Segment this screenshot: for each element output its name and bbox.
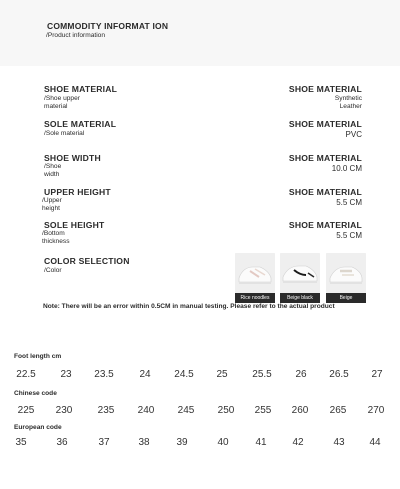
spec-label: SOLE MATERIAL: [44, 119, 117, 129]
shoe-image: [235, 253, 275, 293]
color-swatch-rice-noodles[interactable]: [235, 253, 275, 303]
foot-length-cell: 23: [60, 369, 72, 380]
spec-sublabel: /Bottom thickness: [42, 230, 70, 245]
spec-right-label: SHOE MATERIAL: [288, 84, 362, 94]
spec-right-label: SHOE MATERIAL: [288, 119, 362, 129]
chinese-code-cell: 250: [217, 405, 235, 416]
foot-length-cell: 23.5: [94, 369, 114, 380]
spec-value: 10.0 CM: [331, 164, 362, 173]
foot-length-cell: 27: [371, 369, 383, 380]
foot-length-title: Foot length cm: [14, 353, 62, 360]
spec-label: SHOE MATERIAL: [44, 84, 118, 94]
european-code-cell: 36: [56, 437, 68, 448]
spec-sublabel: /Shoe upper material: [44, 95, 80, 110]
european-code-row: [0, 437, 400, 453]
swatch-caption: Beige black: [280, 293, 320, 303]
foot-length-cell: 22.5: [16, 369, 36, 380]
spec-value: PVC: [345, 130, 362, 139]
european-code-cell: 35: [15, 437, 27, 448]
foot-length-cell: 24.5: [174, 369, 194, 380]
european-code-cell: 41: [255, 437, 267, 448]
color-swatch-beige-black[interactable]: [280, 253, 320, 303]
page-title: COMMODITY INFORMAT ION: [47, 21, 169, 31]
european-code-cell: 37: [98, 437, 110, 448]
chinese-code-cell: 245: [177, 405, 195, 416]
color-selection-sublabel: /Color: [44, 267, 62, 274]
chinese-code-title: Chinese code: [14, 390, 57, 397]
chinese-code-cell: 235: [97, 405, 115, 416]
spec-label: UPPER HEIGHT: [44, 187, 111, 197]
foot-length-row: [0, 369, 400, 385]
spec-right-label: SHOE MATERIAL: [288, 187, 362, 197]
european-code-cell: 44: [369, 437, 381, 448]
chinese-code-cell: 225: [17, 405, 35, 416]
european-code-cell: 39: [176, 437, 188, 448]
page-subtitle: /Product information: [46, 32, 106, 39]
spec-value: 5.5 CM: [336, 198, 362, 207]
european-code-cell: 38: [138, 437, 150, 448]
chinese-code-row: [0, 405, 400, 421]
spec-value: Synthetic Leather: [334, 95, 362, 110]
chinese-code-cell: 265: [329, 405, 347, 416]
swatch-caption: Beige: [326, 293, 366, 303]
spec-label: SOLE HEIGHT: [44, 220, 105, 230]
swatch-caption: Rice noodles: [235, 293, 275, 303]
shoe-image: [280, 253, 320, 293]
chinese-code-cell: 270: [367, 405, 385, 416]
spec-sublabel: /Upper height: [42, 197, 62, 212]
chinese-code-cell: 230: [55, 405, 73, 416]
spec-sublabel: /Shoe width: [44, 163, 62, 178]
chinese-code-cell: 255: [254, 405, 272, 416]
color-swatch-beige[interactable]: [326, 253, 366, 303]
foot-length-cell: 26: [295, 369, 307, 380]
foot-length-cell: 26.5: [329, 369, 349, 380]
measurement-note: Note: There will be an error within 0.5CM in manual testing. Please refer to the actual product: [43, 303, 335, 310]
spec-right-label: SHOE MATERIAL: [288, 153, 362, 163]
european-code-cell: 40: [217, 437, 229, 448]
chinese-code-cell: 240: [137, 405, 155, 416]
chinese-code-cell: 260: [291, 405, 309, 416]
spec-label: SHOE WIDTH: [44, 153, 101, 163]
foot-length-cell: 24: [139, 369, 151, 380]
shoe-image: [326, 253, 366, 293]
spec-value: 5.5 CM: [336, 231, 362, 240]
foot-length-cell: 25: [216, 369, 228, 380]
spec-right-label: SHOE MATERIAL: [288, 220, 362, 230]
foot-length-cell: 25.5: [252, 369, 272, 380]
european-code-cell: 42: [292, 437, 304, 448]
spec-sublabel: /Sole material: [44, 130, 85, 137]
color-selection-label: COLOR SELECTION: [44, 256, 130, 266]
european-code-cell: 43: [333, 437, 345, 448]
european-code-title: European code: [14, 424, 62, 431]
